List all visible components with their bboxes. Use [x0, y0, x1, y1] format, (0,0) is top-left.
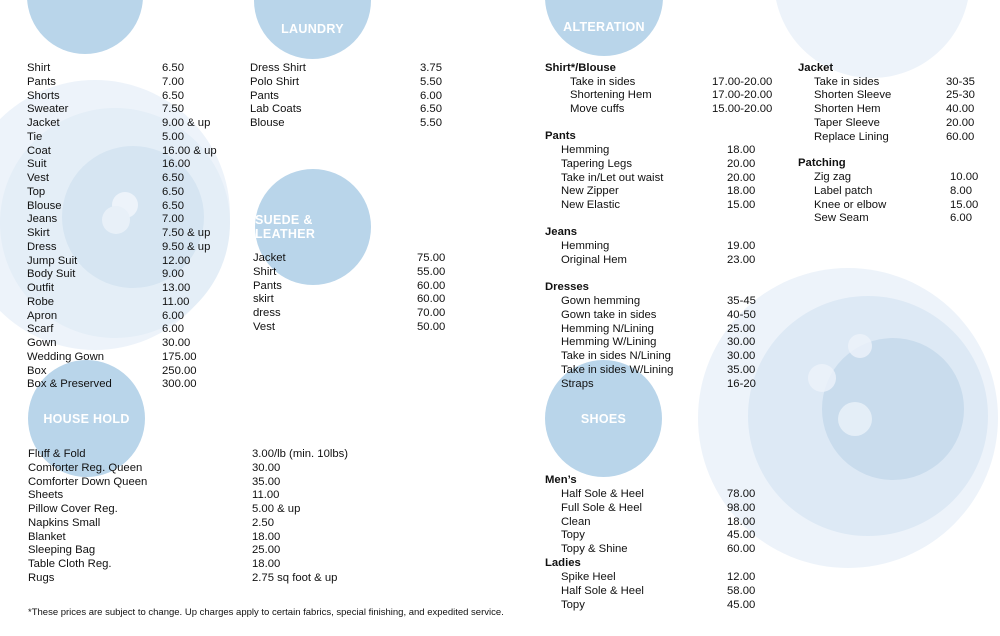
dry-cleaning-item-price: 6.50 — [162, 172, 184, 184]
dry-cleaning-item-label: Jacket — [27, 117, 60, 129]
dry-cleaning-item-price: 6.00 — [162, 309, 184, 322]
house-hold-item-price: 18.00 — [252, 530, 281, 543]
dry-cleaning-item-price: 6.50 — [162, 62, 184, 74]
dry-cleaning-item-price: 250.00 — [162, 364, 197, 377]
suede-leather-item-label: Shirt — [253, 265, 277, 278]
alteration-dresses-item-price: 35-45 — [727, 295, 756, 307]
laundry-item-price: 6.50 — [420, 103, 442, 116]
shoes-mens-item-label: Half Sole & Heel — [561, 488, 644, 500]
alteration-pants-item-label: New Elastic — [561, 199, 621, 211]
alteration-patching-item-price: 10.00 — [950, 171, 979, 183]
alteration-jacket-item-price: 60.00 — [946, 130, 975, 143]
alteration-shirt-blouse-heading: Shirt*/Blouse — [545, 62, 616, 74]
house-hold-item-label: Rugs — [28, 571, 55, 584]
alteration-jacket-item-label: Taper Sleeve — [814, 116, 880, 129]
dry-cleaning-item-price: 7.50 & up — [162, 227, 211, 239]
laundry-item-price: 5.50 — [420, 75, 442, 88]
alteration-patching-item-price: 15.00 — [950, 198, 979, 211]
dry-cleaning-item-price: 7.00 — [162, 213, 184, 226]
alteration-patching-item-price: 6.00 — [950, 212, 972, 225]
house-hold-item-label: Blanket — [28, 530, 66, 543]
dry-cleaning-item-label: Robe — [27, 295, 55, 308]
shoes-title: SHOES — [580, 411, 627, 426]
alteration-shirt-item-label: Shortening Hem — [570, 89, 652, 102]
dry-cleaning-item-price: 16.00 & up — [162, 144, 217, 157]
dry-cleaning-item-label: Shorts — [27, 89, 60, 102]
dry-cleaning-item-label: Shirt — [27, 62, 51, 74]
dry-cleaning-item-price: 175.00 — [162, 350, 197, 363]
house-hold-item-label: Sheets — [28, 489, 64, 502]
alteration-dresses-item-label: Take in sides W/Lining — [561, 363, 674, 376]
laundry-item-label: Pants — [250, 89, 279, 102]
dry-cleaning-item-price: 16.00 — [162, 158, 191, 171]
dry-cleaning-item-price: 5.00 — [162, 130, 184, 143]
alteration-jacket-item-label: Shorten Hem — [814, 103, 881, 115]
shoes-mens-item-price: 18.00 — [727, 515, 756, 528]
house-hold-item-price: 3.00/lb (min. 10lbs) — [252, 448, 349, 460]
shoes-ladies-item-label: Spike Heel — [561, 571, 616, 583]
decor-bubble-right-c — [838, 402, 872, 436]
alteration-pants-item-label: Hemming — [561, 144, 610, 156]
shoes-ladies-item-price: 45.00 — [727, 598, 756, 611]
laundry-item-price: 5.50 — [420, 117, 442, 129]
alteration-shirt-item-price: 17.00-20.00 — [712, 89, 773, 102]
alteration-pants-item-label: New Zipper — [561, 185, 619, 198]
dry-cleaning-item-price: 30.00 — [162, 337, 191, 349]
dry-cleaning-item-price: 6.50 — [162, 199, 184, 212]
alteration-pants-item-price: 18.00 — [727, 144, 756, 156]
alteration-shirt-item-price: 15.00-20.00 — [712, 103, 773, 115]
alteration-dresses-item-price: 35.00 — [727, 363, 756, 376]
alteration-patching-item-label: Knee or elbow — [814, 198, 887, 211]
alteration-dresses-item-price: 16-20 — [727, 377, 756, 390]
dry-cleaning-item-label: Top — [27, 185, 46, 198]
alteration-jeans-item-price: 23.00 — [727, 253, 756, 266]
alteration-dresses-item-price: 30.00 — [727, 350, 756, 362]
dry-cleaning-item-price: 13.00 — [162, 282, 191, 294]
suede-leather-item-price: 75.00 — [417, 252, 446, 264]
suede-leather-item-price: 55.00 — [417, 265, 446, 278]
house-hold-item-label: Comforter Down Queen — [28, 475, 148, 488]
alteration-patching-item-label: Sew Seam — [814, 212, 869, 225]
shoes-mens-item-label: Full Sole & Heel — [561, 501, 642, 514]
alteration-pants-item-price: 15.00 — [727, 199, 756, 211]
dry-cleaning-item-label: Sweater — [27, 103, 69, 116]
decor-bubble-left-b — [102, 206, 130, 234]
dry-cleaning-item-price: 9.00 — [162, 268, 184, 281]
dry-cleaning-item-price: 9.00 & up — [162, 117, 211, 129]
suede-leather-title: SUEDE & LEATHER — [255, 213, 316, 241]
suede-leather-item-label: Vest — [253, 320, 275, 333]
dry-cleaning-item-label: Jump Suit — [27, 254, 78, 267]
alteration-jacket-item-label: Take in sides — [814, 75, 880, 88]
dry-cleaning-item-label: Scarf — [27, 323, 54, 336]
dry-cleaning-item-price: 12.00 — [162, 254, 191, 267]
dry-cleaning-item-label: Outfit — [27, 282, 54, 294]
laundry-item-label: Lab Coats — [250, 103, 302, 116]
dry-cleaning-badge — [27, 0, 143, 54]
suede-leather-item-price: 50.00 — [417, 320, 446, 333]
alteration-pants-item-label: Take in/Let out waist — [561, 171, 664, 184]
alteration-patching-item-price: 8.00 — [950, 184, 972, 197]
shoes-ladies-item-price: 58.00 — [727, 584, 756, 597]
shoes-mens-item-price: 78.00 — [727, 488, 756, 500]
dry-cleaning-item-label: Pants — [27, 75, 56, 88]
alteration-patching-heading: Patching — [798, 157, 846, 169]
house-hold-item-price: 11.00 — [252, 489, 280, 502]
dry-cleaning-item-label: Skirt — [27, 227, 50, 239]
laundry-title: LAUNDRY — [281, 21, 344, 36]
alteration-jacket-item-label: Shorten Sleeve — [814, 89, 892, 102]
laundry-badge — [254, 0, 371, 59]
suede-leather-item-label: dress — [253, 307, 281, 319]
alteration-title: ALTERATION — [563, 20, 645, 34]
dry-cleaning-item-label: Body Suit — [27, 268, 76, 281]
alteration-jeans-item-label: Original Hem — [561, 253, 627, 266]
house-hold-item-price: 2.75 sq foot & up — [252, 571, 338, 584]
laundry-item-label: Dress Shirt — [250, 62, 306, 74]
house-hold-item-label: Pillow Cover Reg. — [28, 503, 118, 515]
suede-leather-item-label: skirt — [253, 293, 274, 306]
suede-leather-item-price: 70.00 — [417, 307, 446, 319]
house-hold-item-price: 25.00 — [252, 544, 281, 557]
house-hold-item-label: Comforter Reg. Queen — [28, 461, 143, 474]
house-hold-item-label: Sleeping Bag — [28, 544, 96, 557]
house-hold-item-price: 5.00 & up — [252, 503, 301, 515]
alteration-jacket-item-price: 25-30 — [946, 89, 975, 102]
suede-leather-item-price: 60.00 — [417, 279, 446, 292]
alteration-jacket-item-price: 40.00 — [946, 103, 975, 115]
dry-cleaning-item-label: Wedding Gown — [27, 350, 105, 363]
dry-cleaning-item-label: Dress — [27, 240, 57, 253]
laundry-item-label: Polo Shirt — [250, 75, 299, 88]
suede-leather-item-label: Pants — [253, 279, 282, 292]
shoes-mens-item-label: Topy & Shine — [561, 543, 628, 555]
house-hold-item-price: 30.00 — [252, 461, 281, 474]
dry-cleaning-item-label: Vest — [27, 172, 49, 184]
shoes-mens-item-label: Topy — [561, 529, 585, 542]
dry-cleaning-item-price: 7.00 — [162, 75, 184, 88]
alteration-patching-item-label: Zig zag — [814, 171, 852, 183]
house-hold-item-label: Fluff & Fold — [28, 448, 86, 460]
laundry-item-price: 6.00 — [420, 89, 442, 102]
shoes-mens-item-price: 60.00 — [727, 543, 756, 555]
shoes-mens-heading: Men’s — [545, 474, 577, 486]
shoes-ladies-heading: Ladies — [545, 557, 581, 569]
dry-cleaning-item-label: Jeans — [27, 213, 58, 226]
alteration-jeans-item-price: 19.00 — [727, 240, 756, 252]
alteration-dresses-item-price: 25.00 — [727, 322, 756, 335]
alteration-pants-item-price: 20.00 — [727, 171, 756, 184]
alteration-pants-heading: Pants — [545, 130, 576, 142]
dry-cleaning-item-price: 6.50 — [162, 89, 184, 102]
dry-cleaning-item-price: 11.00 — [162, 295, 190, 308]
house-hold-item-price: 18.00 — [252, 558, 281, 570]
house-hold-item-price: 35.00 — [252, 475, 281, 488]
shoes-mens-item-label: Clean — [561, 515, 591, 528]
alteration-shirt-item-label: Move cuffs — [570, 103, 625, 115]
alteration-shirt-item-label: Take in sides — [570, 75, 636, 88]
suede-leather-item-price: 60.00 — [417, 293, 446, 306]
shoes-ladies-item-label: Topy — [561, 598, 585, 611]
alteration-dresses-item-label: Straps — [561, 377, 594, 390]
shoes-mens-item-price: 98.00 — [727, 501, 756, 514]
dry-cleaning-item-price: 6.00 — [162, 323, 184, 336]
alteration-jacket-item-price: 30-35 — [946, 75, 975, 88]
shoes-ladies-item-label: Half Sole & Heel — [561, 584, 644, 597]
dry-cleaning-item-label: Blouse — [27, 199, 62, 212]
suede-leather-item-label: Jacket — [253, 252, 286, 264]
decor-bubble-right-b — [848, 334, 872, 358]
dry-cleaning-item-price: 7.50 — [162, 103, 184, 116]
alteration-jacket-item-label: Replace Lining — [814, 130, 889, 143]
dry-cleaning-item-label: Gown — [27, 337, 57, 349]
alteration-patching-item-label: Label patch — [814, 184, 873, 197]
alteration-dresses-item-price: 30.00 — [727, 336, 756, 349]
alteration-badge — [545, 0, 663, 56]
dry-cleaning-item-price: 6.50 — [162, 185, 184, 198]
house-hold-item-price: 2.50 — [252, 516, 274, 529]
alteration-jacket-item-price: 20.00 — [946, 116, 975, 129]
alteration-dresses-item-label: Hemming N/Lining — [561, 322, 654, 335]
alteration-pants-item-label: Tapering Legs — [561, 157, 632, 170]
alteration-dresses-item-label: Take in sides N/Lining — [561, 350, 671, 362]
alteration-jacket-heading: Jacket — [798, 62, 834, 74]
alteration-dresses-item-label: Gown take in sides — [561, 308, 657, 321]
alteration-dresses-item-price: 40-50 — [727, 308, 756, 321]
dry-cleaning-item-label: Coat — [27, 144, 51, 157]
house-hold-title: HOUSE HOLD — [43, 411, 130, 426]
alteration-jeans-heading: Jeans — [545, 226, 578, 238]
decor-bubble-right-a — [808, 364, 836, 392]
laundry-item-price: 3.75 — [420, 62, 442, 74]
dry-cleaning-item-label: Suit — [27, 158, 47, 171]
alteration-dresses-item-label: Hemming W/Lining — [561, 336, 657, 349]
dry-cleaning-item-label: Box — [27, 364, 47, 377]
alteration-shirt-item-price: 17.00-20.00 — [712, 75, 773, 88]
dry-cleaning-item-price: 9.50 & up — [162, 240, 211, 253]
dry-cleaning-item-label: Tie — [27, 130, 43, 143]
alteration-dresses-heading: Dresses — [545, 281, 589, 293]
alteration-dresses-item-label: Gown hemming — [561, 295, 641, 307]
shoes-ladies-item-price: 12.00 — [727, 571, 756, 583]
laundry-item-label: Blouse — [250, 117, 285, 129]
shoes-mens-item-price: 45.00 — [727, 529, 756, 542]
house-hold-item-label: Table Cloth Reg. — [28, 558, 112, 570]
house-hold-item-label: Napkins Small — [28, 516, 101, 529]
dry-cleaning-item-price: 300.00 — [162, 378, 197, 391]
alteration-pants-item-price: 20.00 — [727, 157, 756, 170]
alteration-jeans-item-label: Hemming — [561, 240, 610, 252]
footer-note: *These prices are subject to change. Up charges apply to certain fabrics, special finishing, and expedited service. — [28, 607, 504, 618]
dry-cleaning-item-label: Apron — [27, 309, 58, 322]
dry-cleaning-item-label: Box & Preserved — [27, 378, 112, 391]
alteration-pants-item-price: 18.00 — [727, 185, 756, 198]
